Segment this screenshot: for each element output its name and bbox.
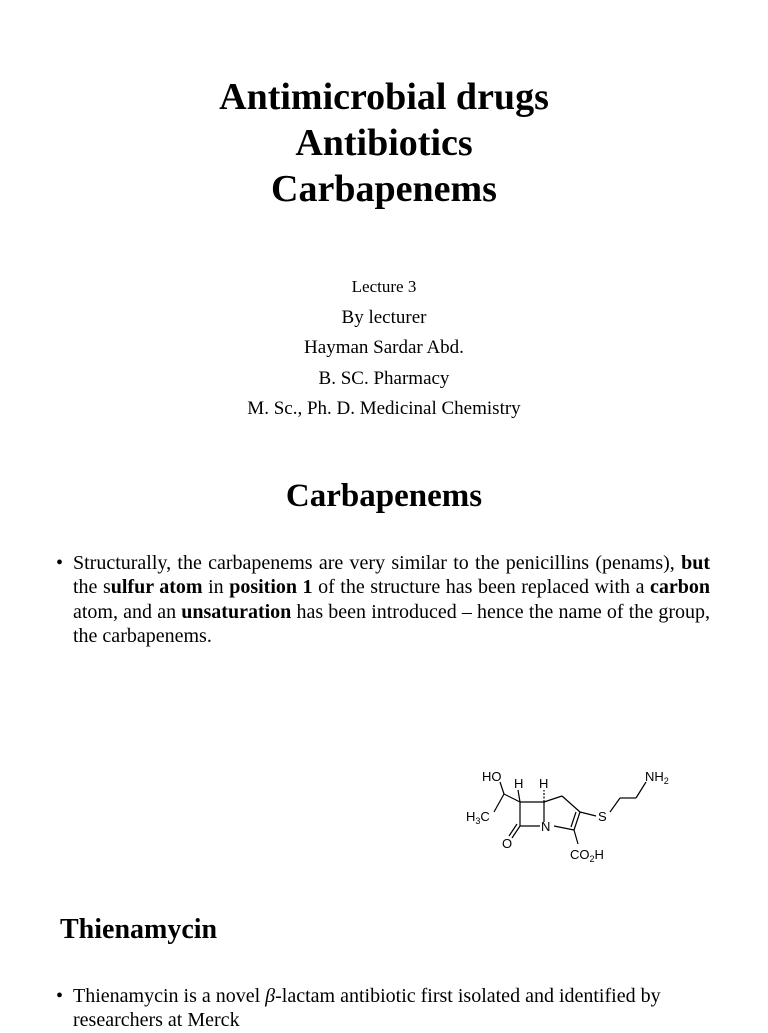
lecturer-degree-1: B. SC. Pharmacy: [318, 367, 450, 389]
bullet-text: [73, 984, 710, 1033]
label-sulfur: S: [598, 809, 607, 824]
lecture-number: Lecture 3: [351, 277, 417, 296]
bullet-thienamycin: [56, 984, 710, 1033]
bold-run: ulfur atom: [110, 576, 203, 599]
text-run: atom, and an: [73, 600, 182, 623]
text-run: Structurally, the carbapenems are very similar to the penicillins (penams),: [73, 552, 682, 574]
bold-run: carbon: [650, 576, 710, 599]
title-line-1: Antimicrobial drugs: [219, 76, 549, 118]
slide-title: [0, 74, 768, 212]
lecturer-degree-2: M. Sc., Ph. D. Medicinal Chemistry: [247, 398, 521, 419]
label-h-right: H: [539, 776, 549, 791]
bold-run: but: [681, 552, 710, 574]
label-nh2: $NH_2$: [645, 769, 669, 786]
title-line-3: Carbapenems: [271, 168, 497, 210]
lecturer-name: Hayman Sardar Abd.: [304, 337, 464, 358]
thienamycin-heading: Thienamycin: [60, 914, 218, 945]
lecturer-label: By lecturer: [341, 306, 427, 328]
text-run: Thienamycin is a novel: [73, 985, 266, 1007]
text-run: in: [202, 576, 230, 599]
text-run: -lactam antibiotic first isolated and identified by researchers at Merck: [73, 985, 661, 1032]
label-h3c: $H_3C$: [466, 809, 490, 826]
bullet-dot: •: [56, 552, 64, 574]
beta-symbol: β: [265, 985, 276, 1007]
bullet-structure: [56, 551, 710, 648]
label-co2h: $CO_2H$: [570, 847, 604, 864]
label-nitrogen: N: [541, 819, 551, 834]
label-oxygen: O: [502, 836, 513, 851]
bold-run: position 1: [229, 576, 313, 599]
text-run: of the structure has been replaced with a: [312, 576, 650, 599]
text-run: the s: [73, 576, 111, 599]
bullet-text: [73, 551, 710, 648]
lecture-info: [0, 272, 768, 425]
title-line-2: Antibiotics: [295, 122, 473, 164]
bullet-dot: •: [56, 985, 64, 1007]
bold-run: unsaturation: [181, 600, 292, 623]
section-heading: Carbapenems: [285, 478, 483, 514]
label-ho: HO: [482, 769, 502, 784]
label-h-left: H: [514, 776, 524, 791]
thienamycin-structure: [460, 760, 680, 872]
text-run: has been introduced – hence the name of the group, the carbapenems.: [73, 600, 710, 647]
